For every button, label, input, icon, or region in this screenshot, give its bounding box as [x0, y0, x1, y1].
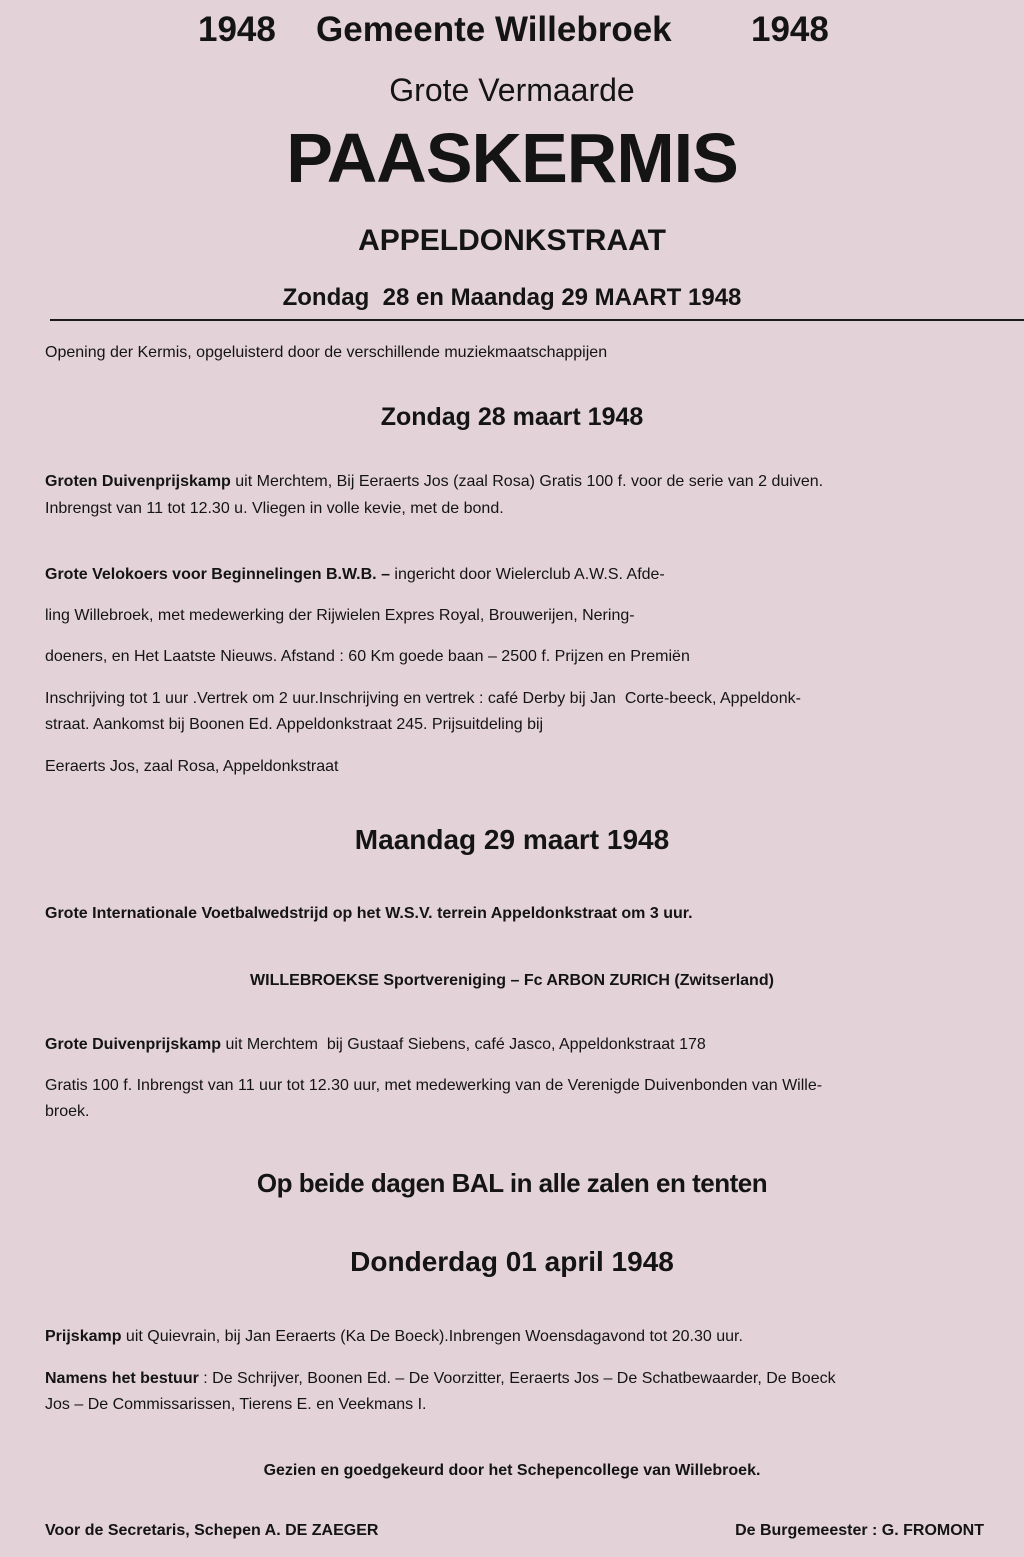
header-year-left: 1948: [198, 10, 276, 49]
ball-announcement: Op beide dagen BAL in alle zalen en tenten: [256, 1168, 768, 1198]
sunday-race-line6: Eeraerts Jos, zaal Rosa, Appeldonkstraat: [45, 758, 339, 775]
monday-football: Grote Internationale Voetbalwedstrijd op het W.S.V. terrein Appeldonkstraat om 3 uur.: [45, 905, 693, 922]
page-title: PAASKERMIS: [286, 119, 738, 197]
header-subtitle: Grote Vermaarde: [389, 72, 635, 108]
thursday-board-text: : De Schrijver, Boonen Ed. – De Voorzitter, Eeraerts Jos – De Schatbewaarder, De Boeck: [198, 1370, 836, 1387]
thursday-contest: [45, 1328, 743, 1346]
sunday-race-text: ingericht door Wielerclub A.W.S. Afde-: [389, 566, 665, 583]
monday-pigeon-line2: Gratis 100 f. Inbrengst van 11 uur tot 12.30 uur, met medewerking van de Verenigde Duivenbonden van Wille-: [45, 1077, 823, 1094]
sunday-race-line5: straat. Aankomst bij Boonen Ed. Appeldonkstraat 245. Prijsuitdeling bij: [45, 716, 544, 733]
thursday-contest-title: Prijskamp: [45, 1328, 122, 1345]
approval-text: Gezien en goedgekeurd door het Schepencollege van Willebroek.: [263, 1462, 761, 1479]
sunday-race-line2: ling Willebroek, met medewerking der Rijwielen Expres Royal, Brouwerijen, Nering-: [45, 607, 635, 624]
sunday-race-line3: doeners, en Het Laatste Nieuws. Afstand : 60 Km goede baan – 2500 f. Prijzen en Premiën: [45, 648, 690, 665]
header-year-right: 1948: [751, 10, 829, 49]
thursday-contest-text: uit Quievrain, bij Jan Eeraerts (Ka De Boeck).Inbrengen Woensdagavond tot 20.30 uur.: [121, 1328, 743, 1345]
sunday-race-line1: [45, 566, 665, 584]
header-street: APPELDONKSTRAAT: [358, 224, 666, 257]
monday-pigeon-line3: broek.: [45, 1103, 90, 1120]
monday-pigeon-line1: [45, 1036, 706, 1054]
monday-match: WILLEBROEKSE Sportvereniging – Fc ARBON ZURICH (Zwitserland): [250, 972, 774, 989]
sunday-heading: Zondag 28 maart 1948: [380, 403, 644, 431]
sunday-pigeon-title: Groten Duivenprijskamp: [45, 473, 231, 490]
sunday-pigeon-line1: [45, 473, 823, 491]
header-municipality: Gemeente Willebroek: [316, 10, 672, 49]
sunday-pigeon-line2: Inbrengst van 11 tot 12.30 u. Vliegen in volle kevie, met de bond.: [45, 500, 504, 517]
thursday-board-line2: Jos – De Commissarissen, Tierens E. en Veekmans I.: [45, 1396, 427, 1413]
signature-mayor: De Burgemeester : G. FROMONT: [735, 1522, 984, 1539]
sunday-race-title: Grote Velokoers voor Beginnelingen B.W.B. –: [45, 566, 390, 583]
sunday-race-line4: Inschrijving tot 1 uur .Vertrek om 2 uur.Inschrijving en vertrek : café Derby bij Jan Corte-beeck, Appeldonk-: [45, 690, 801, 707]
sunday-pigeon-text: uit Merchtem, Bij Eeraerts Jos (zaal Rosa) Gratis 100 f. voor de serie van 2 duiven.: [230, 473, 824, 490]
thursday-board-line1: [45, 1370, 836, 1388]
monday-heading: Maandag 29 maart 1948: [354, 824, 670, 855]
thursday-heading: Donderdag 01 april 1948: [350, 1246, 674, 1277]
signature-secretary: Voor de Secretaris, Schepen A. DE ZAEGER: [45, 1522, 379, 1539]
thursday-board-title: Namens het bestuur: [45, 1370, 199, 1387]
intro-text: Opening der Kermis, opgeluisterd door de verschillende muziekmaatschappijen: [45, 344, 608, 361]
header-dates: Zondag 28 en Maandag 29 MAART 1948: [282, 284, 742, 311]
monday-pigeon-title: Grote Duivenprijskamp: [45, 1036, 222, 1053]
header-divider: [50, 319, 1024, 321]
monday-pigeon-text: uit Merchtem bij Gustaaf Siebens, café Jasco, Appeldonkstraat 178: [221, 1036, 706, 1053]
